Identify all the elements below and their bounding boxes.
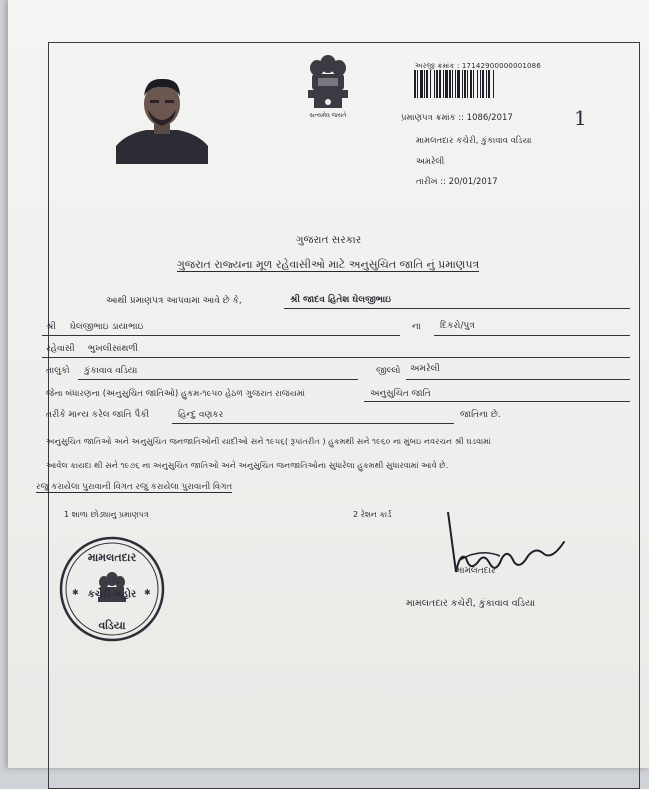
document-item-2: 2 રેશન કાર્ડ xyxy=(353,510,392,519)
legal-para-line1: અનુસુચિત જાતિઓ અને અનુસુચિત જનજાતિઓની યાદીઓ સને ૧૯૫૬( રૂપાંતરીત ) હુકમથી સને ૧૯૬૦ ના મુંબઇ નવરચન શ્રી ઘડવામાં xyxy=(46,436,492,446)
relation-value: દિકરો/પુત્ર xyxy=(440,321,475,331)
signatory-title: મામલતદાર xyxy=(456,566,496,576)
father-name: ઘેલજીભાઇ ડાયાભાઇ xyxy=(70,322,144,332)
legal-para-line2: આવેલ કાયદા થી સને ૧૯૭૬ ના અનુસુચિત જાતિઓ અને અનુસુચિત જનજાતિઓના સુધારેલા હુકમથી સુધારવામાં આવે છે. xyxy=(46,460,449,470)
district-label: જીલ્લો xyxy=(376,366,401,376)
holder-name: શ્રી જાદવ હિતેશ ઘેલજીભાઇ xyxy=(290,295,391,305)
application-number: અરજી ક્રમાંક : 17142900000001086 xyxy=(415,62,541,70)
father-prefix: શ્રી xyxy=(46,322,56,332)
certificate-title: ગુજરાત રાજ્યના મૂળ રહેવાસીઓ માટે અનુસુચિત જાતિ નું પ્રમાણપત્ર xyxy=(176,258,480,271)
father-name-line xyxy=(42,335,400,336)
resident-label: રહેવાસી xyxy=(46,344,75,354)
certificate-number: પ્રમાણપત્ર ક્રમાંક :: 1086/2017 xyxy=(401,113,513,123)
seal-middle-text: કચેરી મહોર xyxy=(87,589,137,600)
caste-line xyxy=(172,423,454,424)
relation-label: ના xyxy=(412,322,421,332)
taluka-value: કુંકાવાવ વડિયા xyxy=(84,366,138,376)
category-value: અનુસુચિત જાતિ xyxy=(370,389,431,399)
constitution-text: જેના બંધારણના (અનુસુચિત જાતિઓ) હુકમ-૧૯૫૦ હેઠળ ગુજરાત રાજયમાં xyxy=(46,389,306,399)
caste-suffix: જાતિના છે. xyxy=(460,410,501,420)
caste-value: હિન્દુ વણકર xyxy=(178,410,224,420)
svg-text:✱: ✱ xyxy=(72,588,79,597)
resident-line xyxy=(42,357,630,358)
issuing-office: મામલતદાર કચેરી, કુંકાવાવ વડિયા xyxy=(416,136,532,146)
office-seal-icon xyxy=(58,535,166,643)
category-line xyxy=(364,401,630,402)
taluka-label: તાલુકો xyxy=(46,366,70,376)
signatory-office: મામલતદાર કચેરી, કુંકાવાવ વડિયા xyxy=(406,598,536,609)
government-title: ગુજરાત સરકાર xyxy=(295,234,362,246)
seal-bottom-text: વડિયા xyxy=(98,619,126,632)
issue-date: તારીખ :: 20/01/2017 xyxy=(416,177,498,187)
signature-icon xyxy=(440,512,570,592)
resident-value: ભુખલીસાંથળી xyxy=(88,344,138,354)
recognized-label: તરીકે માન્ય કરેલ જાતિ પૈકી xyxy=(46,410,150,420)
district: અમરેલી xyxy=(416,157,445,167)
district-line xyxy=(406,379,630,380)
holder-photo xyxy=(116,74,208,164)
handwritten-mark: 1 xyxy=(574,106,587,130)
relation-line xyxy=(434,335,630,336)
barcode-icon xyxy=(414,70,542,98)
district-value: અમરેલી xyxy=(410,364,440,374)
document-item-1: 1 શાળા છોડ્યાનુ પ્રમાણપત્ર xyxy=(64,510,149,519)
holder-name-line xyxy=(284,308,630,309)
intro-label: આથી પ્રમાણપત્ર આપવામા આવે છે કે, xyxy=(106,296,242,306)
svg-text:✱: ✱ xyxy=(144,588,151,597)
seal-top-text: મામલતદાર xyxy=(87,551,137,564)
taluka-line xyxy=(78,379,358,380)
documents-heading: રજુ કરાયેલા પુરાવાની વિગત રજુ કરાયેલા પુરાવાની વિગત xyxy=(36,482,233,492)
certificate-sheet xyxy=(8,0,649,768)
emblem-caption: સત્યમેવ જયતે xyxy=(309,112,347,119)
